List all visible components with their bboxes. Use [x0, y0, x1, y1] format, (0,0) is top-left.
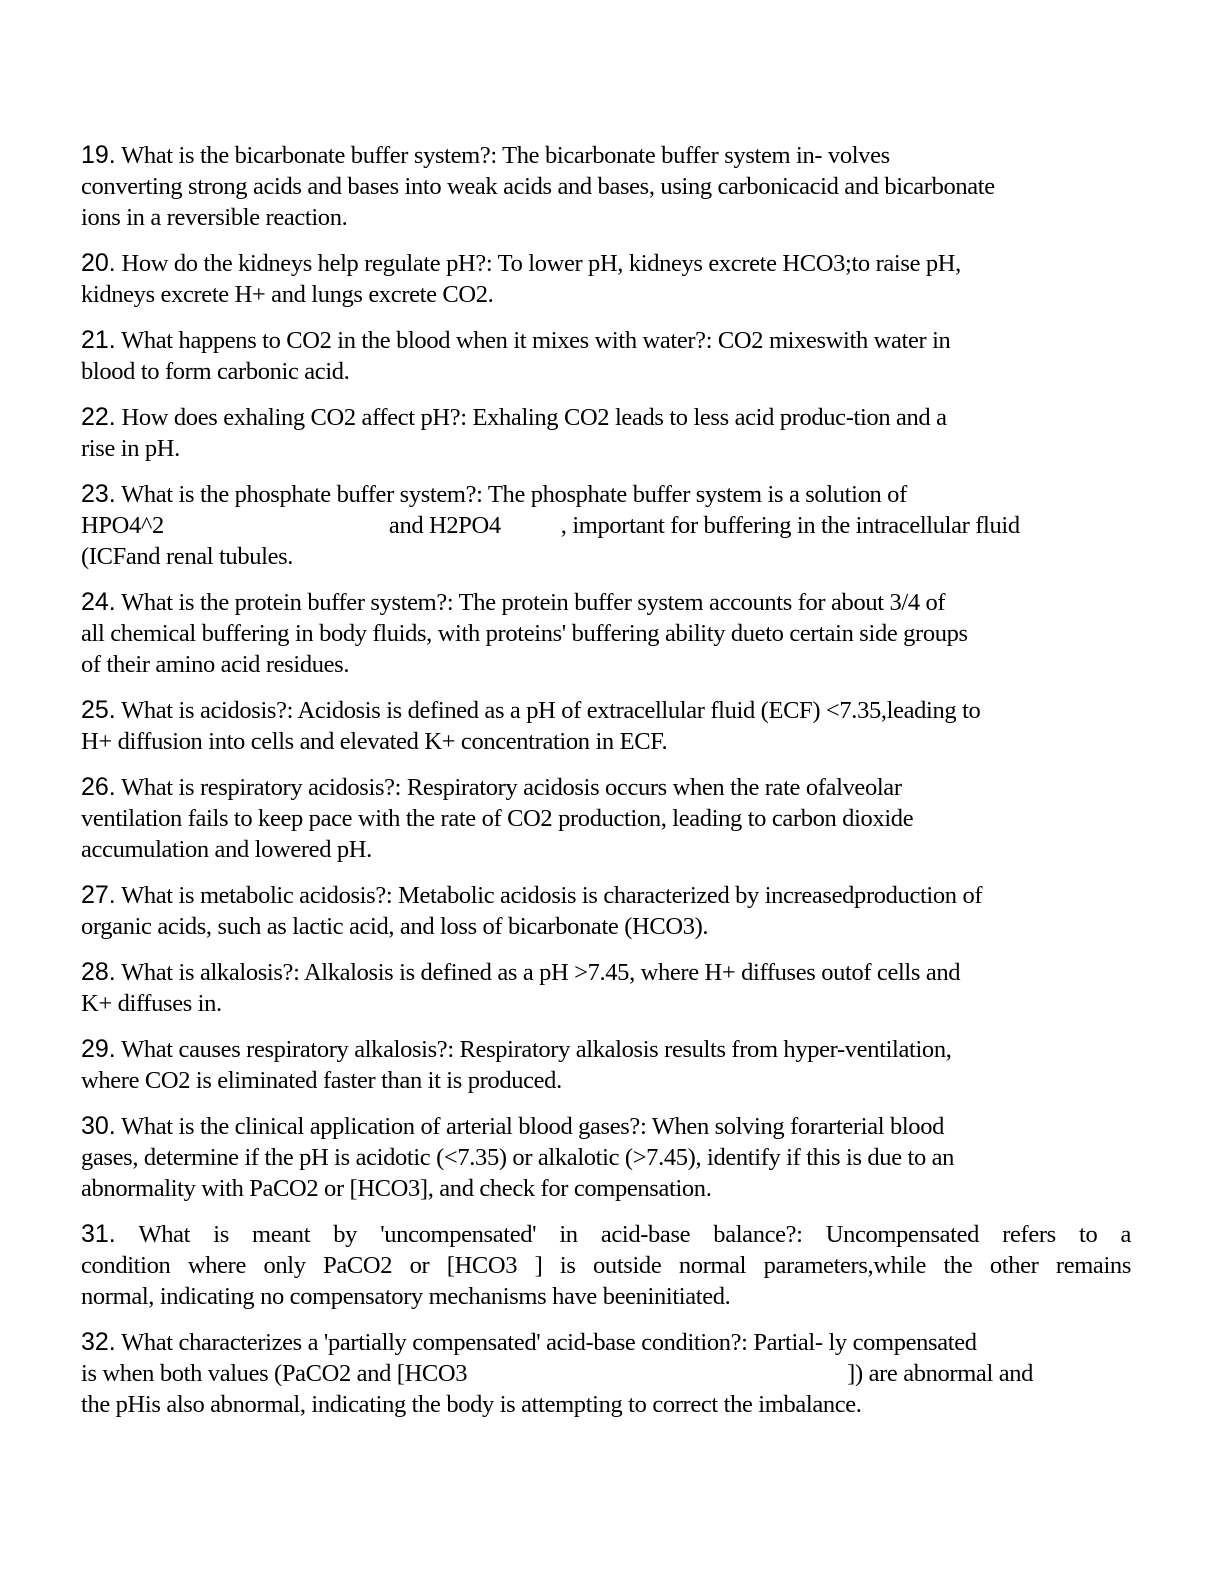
- item-number: 30.: [81, 1112, 116, 1140]
- item-number: 32.: [81, 1328, 116, 1356]
- qa-item-26: [81, 772, 1141, 865]
- item-number: 19.: [81, 141, 116, 169]
- item-text: H+ diffusion into cells and elevated K+ concentration in ECF.: [81, 728, 668, 755]
- item-number: 29.: [81, 1035, 116, 1063]
- item-text: ions in a reversible reaction.: [81, 204, 348, 231]
- document-page: [81, 140, 1141, 1435]
- item-text: where CO2 is eliminated faster than it is produced.: [81, 1067, 562, 1094]
- qa-item-25: [81, 695, 1141, 757]
- item-text: What is acidosis?: Acidosis is defined as a pH of extracellular fluid (ECF) <7.35,leading to: [121, 697, 981, 724]
- qa-item-21: [81, 325, 1141, 387]
- item-number: 26.: [81, 773, 116, 801]
- item-text: What is respiratory acidosis?: Respiratory acidosis occurs when the rate ofalveolar: [121, 774, 902, 801]
- item-number: 25.: [81, 696, 116, 724]
- qa-item-20: [81, 248, 1141, 310]
- item-number: 23.: [81, 480, 116, 508]
- item-number: 22.: [81, 403, 116, 431]
- item-text: condition where only PaCO2 or [HCO3 ] is outside normal parameters,while the other remains: [81, 1252, 1131, 1279]
- qa-item-19: [81, 140, 1141, 233]
- item-text: abnormality with PaCO2 or [HCO3], and check for compensation.: [81, 1175, 712, 1202]
- item-text: normal, indicating no compensatory mechanisms have beeninitiated.: [81, 1283, 731, 1310]
- qa-item-29: [81, 1034, 1141, 1096]
- item-number: 24.: [81, 588, 116, 616]
- item-text: What characterizes a 'partially compensated' acid-base condition?: Partial- ly compensated: [121, 1329, 977, 1356]
- item-number: 27.: [81, 881, 116, 909]
- item-number: 28.: [81, 958, 116, 986]
- item-text: , important for buffering in the intracellular fluid: [560, 512, 1020, 539]
- item-text: What is meant by 'uncompensated' in acid-base balance?: Uncompensated refers to a: [138, 1221, 1131, 1248]
- item-number: 20.: [81, 249, 116, 277]
- item-text: What happens to CO2 in the blood when it mixes with water?: CO2 mixeswith water in: [121, 327, 951, 354]
- item-text: ]) are abnormal and: [847, 1360, 1034, 1387]
- item-text: K+ diffuses in.: [81, 990, 222, 1017]
- item-text: What is alkalosis?: Alkalosis is defined as a pH >7.45, where H+ diffuses outof cells and: [121, 959, 961, 986]
- item-text: How do the kidneys help regulate pH?: To lower pH, kidneys excrete HCO3;to raise pH,: [121, 250, 961, 277]
- item-text: What is the clinical application of arterial blood gases?: When solving forarterial blood: [121, 1113, 945, 1140]
- qa-item-27: [81, 880, 1141, 942]
- item-text: the pHis also abnormal, indicating the body is attempting to correct the imbalance.: [81, 1391, 862, 1418]
- qa-item-30: [81, 1111, 1141, 1204]
- item-text: of their amino acid residues.: [81, 651, 350, 678]
- item-text: and H2PO4: [388, 512, 501, 539]
- item-number: 31.: [81, 1220, 116, 1248]
- item-text: What is metabolic acidosis?: Metabolic acidosis is characterized by increasedproduction of: [121, 882, 983, 909]
- item-text: (ICFand renal tubules.: [81, 543, 294, 570]
- item-text: blood to form carbonic acid.: [81, 358, 350, 385]
- item-number: 21.: [81, 326, 116, 354]
- qa-item-24: [81, 587, 1141, 680]
- item-text: gases, determine if the pH is acidotic (<7.35) or alkalotic (>7.45), identify if this is due to an: [81, 1144, 955, 1171]
- item-text: ventilation fails to keep pace with the rate of CO2 production, leading to carbon dioxide: [81, 805, 914, 832]
- qa-item-31: [81, 1219, 1141, 1312]
- item-text: converting strong acids and bases into weak acids and bases, using carbonicacid and bicarbonate: [81, 173, 995, 200]
- item-text: What causes respiratory alkalosis?: Respiratory alkalosis results from hyper-ventilation,: [121, 1036, 952, 1063]
- item-text: What is the bicarbonate buffer system?: The bicarbonate buffer system in- volves: [121, 142, 890, 169]
- item-text: organic acids, such as lactic acid, and loss of bicarbonate (HCO3).: [81, 913, 709, 940]
- qa-item-22: [81, 402, 1141, 464]
- item-text: is when both values (PaCO2 and [HCO3: [81, 1360, 468, 1387]
- qa-item-28: [81, 957, 1141, 1019]
- item-text: kidneys excrete H+ and lungs excrete CO2.: [81, 281, 494, 308]
- item-text: What is the protein buffer system?: The protein buffer system accounts for about 3/4 of: [121, 589, 946, 616]
- qa-item-23: [81, 479, 1141, 572]
- item-text: all chemical buffering in body fluids, with proteins' buffering ability dueto certain side groups: [81, 620, 968, 647]
- item-text: accumulation and lowered pH.: [81, 836, 372, 863]
- qa-item-32: [81, 1327, 1141, 1420]
- item-text: HPO4^2: [81, 512, 164, 539]
- item-text: How does exhaling CO2 affect pH?: Exhaling CO2 leads to less acid produc-tion and a: [121, 404, 947, 431]
- item-text: rise in pH.: [81, 435, 180, 462]
- item-text: What is the phosphate buffer system?: The phosphate buffer system is a solution of: [121, 481, 907, 508]
